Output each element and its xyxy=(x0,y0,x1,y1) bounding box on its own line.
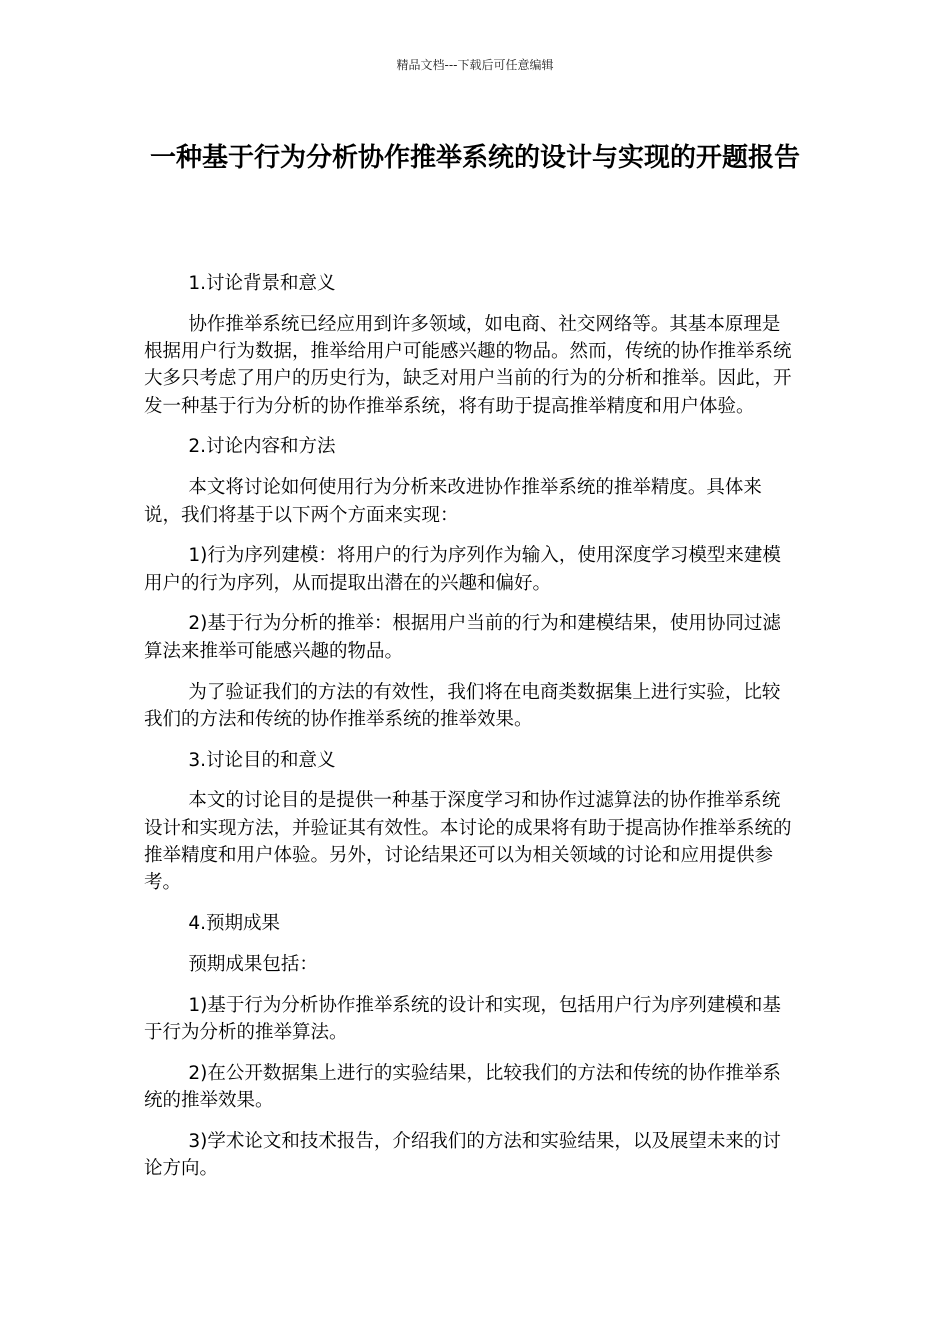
paragraph-expected-item-1: 1)基于行为分析协作推举系统的设计和实现，包括用户行为序列建模和基于行为分析的推举算法。 xyxy=(144,994,781,1044)
section-heading-background: 1.讨论背景和意义 xyxy=(188,273,336,294)
paragraph-behavior-recommendation: 2)基于行为分析的推举：根据用户当前的行为和建模结果，使用协同过滤算法来推举可能感兴趣的物品。 xyxy=(144,613,781,662)
paragraph-purpose: 本文的讨论目的是提供一种基于深度学习和协作过滤算法的协作推举系统设计和实现方法，并验证其有效性。本讨论的成果将有助于提高协作推举系统的推举精度和用户体验。另外，讨论结果还可以为相关领域的讨论和应用提供参考。 xyxy=(144,790,792,894)
section-heading-content-method: 2.讨论内容和方法 xyxy=(188,436,336,458)
document-title: 一种基于行为分析协作推举系统的设计与实现的开题报告 xyxy=(149,143,800,173)
paragraph-background: 协作推举系统已经应用到许多领域，如电商、社交网络等。其基本原理是根据用户行为数据，推举给用户可能感兴趣的物品。然而，传统的协作推举系统大多只考虑了用户的历史行为，缺乏对用户当前的行为的分析和推举。因此，开发一种基于行为分析的协作推举系统，将有助于提高推举精度和用户体验。 xyxy=(144,313,792,417)
paragraph-validation: 为了验证我们的方法的有效性，我们将在电商类数据集上进行实验，比较我们的方法和传统的协作推举系统的推举效果。 xyxy=(144,681,781,730)
paragraph-expected-item-3: 3)学术论文和技术报告，介绍我们的方法和实验结果，以及展望未来的讨论方向。 xyxy=(144,1130,781,1180)
document-body xyxy=(144,270,796,1196)
paragraph-expected-item-2: 2)在公开数据集上进行的实验结果，比较我们的方法和传统的协作推举系统的推举效果。 xyxy=(144,1062,781,1112)
paragraph-expected-intro: 预期成果包括： xyxy=(188,953,318,975)
paragraph-behavior-modeling: 1)行为序列建模：将用户的行为序列作为输入，使用深度学习模型来建模用户的行为序列，从而提取出潜在的兴趣和偏好。 xyxy=(144,545,781,594)
paragraph-content-intro: 本文将讨论如何使用行为分析来改进协作推举系统的推举精度。具体来说，我们将基于以下两个方面来实现： xyxy=(144,477,762,526)
section-heading-purpose: 3.讨论目的和意义 xyxy=(188,749,336,771)
section-heading-expected-results: 4.预期成果 xyxy=(188,913,281,935)
header-note: 精品文档---下载后可任意编辑 xyxy=(396,58,554,72)
